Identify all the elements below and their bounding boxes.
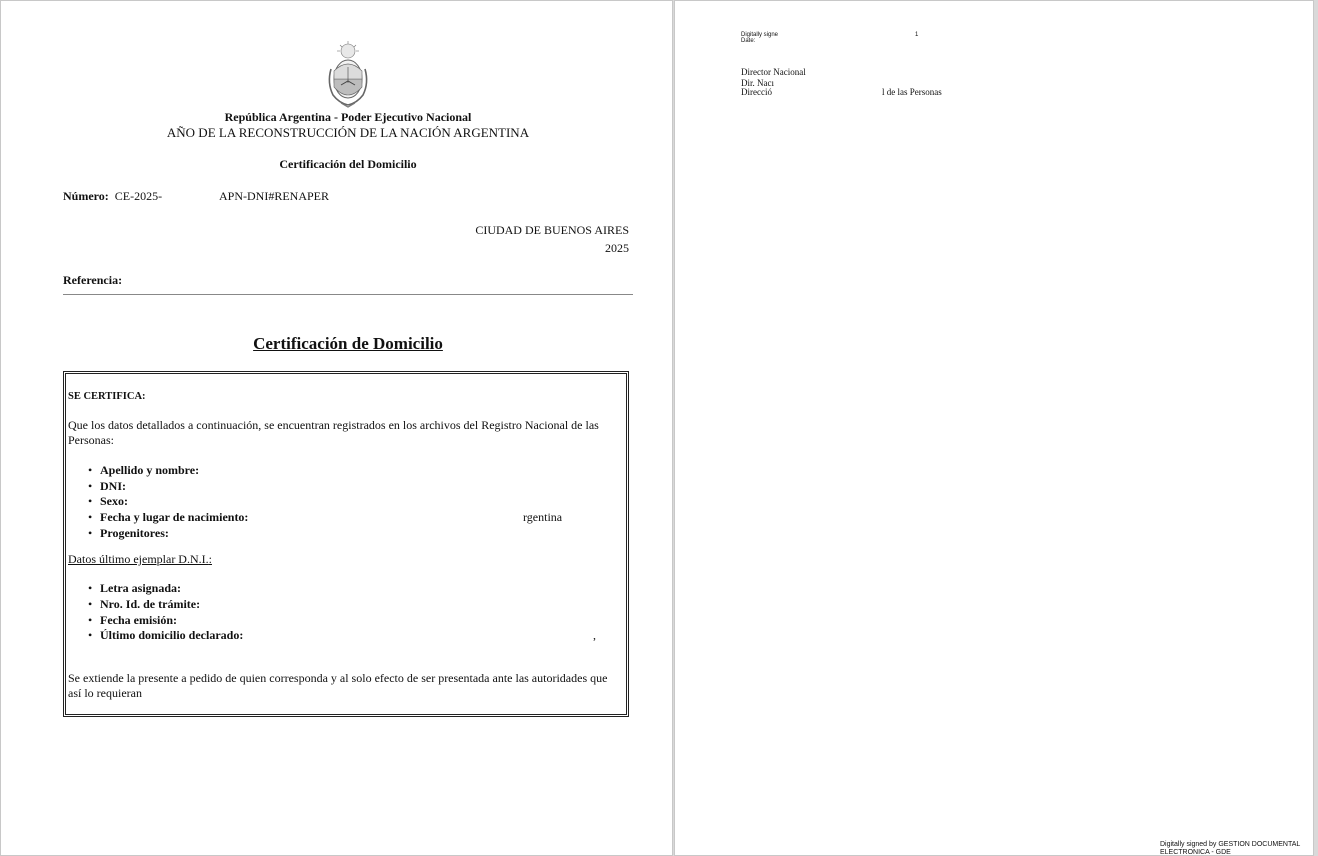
document-number (63, 189, 330, 204)
birthplace-fragment: rgentina (523, 510, 563, 524)
footer-digital-signature-line2: ELECTRONICA - GDE (1160, 849, 1231, 856)
signer-title-line1: Director Nacional (741, 67, 806, 77)
field-label: Último domicilio declarado: (100, 628, 244, 642)
document-number-value: CE-2025- (114, 189, 163, 203)
signer-title-line3-start: Direcció (741, 87, 772, 97)
signer-title-line3-end: l de las Personas (882, 87, 942, 97)
document-page-2 (674, 0, 1314, 856)
dni-section-label: Datos último ejemplar D.N.I. (68, 552, 209, 566)
signer-title-line2: Dir. Nacı (741, 78, 774, 88)
signature-stamp-line1: Digitally signe (741, 32, 779, 38)
signature-stamp-mark: 1 (915, 32, 919, 38)
certificate-box: SE CERTIFICA: Que los datos detallados a continuación, se encuentran registrados en los archivos del Registro Nacional de las Personas: • Apellido y nombre: • DNI: • Sexo: • Fecha y lugar de nacimiento: • Progenitores: rgentina Datos último ejemplar D.N.I.: • Letra asignada: • Nro. Id. de trámite: • Fecha emisión: • Último domicilio declarado: , Se extiende la presente a pedido de quien corresponda y al solo efecto de ser presentada ante las autoridades que así lo requieran (63, 371, 629, 717)
header-year-motto: AÑO DE LA RECONSTRUCCIÓN DE LA NACIÓN ARGENTINA (166, 125, 530, 140)
field-label: Progenitores: (100, 526, 169, 540)
field-label: Fecha y lugar de nacimiento: (100, 510, 249, 524)
dni-section-colon: : (208, 552, 212, 566)
reference-label: Referencia: (63, 273, 123, 287)
reference-divider (63, 294, 633, 295)
argentina-coat-of-arms-icon (323, 41, 373, 109)
document-location: CIUDAD DE BUENOS AIRES (475, 223, 629, 237)
footer-digital-signature-line1: Digitally signed by GESTION DOCUMENTAL (1160, 841, 1301, 848)
dni-section-heading (68, 552, 212, 567)
document-type: Certificación del Domicilio (279, 157, 417, 171)
signature-stamp-line2: Date: (741, 38, 756, 44)
certificate-closing-text: Se extiende la presente a pedido de quien corresponda y al solo efecto de ser presentada ante las autoridades que así lo requieran (68, 671, 608, 700)
document-number-suffix: APN-DNI#RENAPER (219, 189, 330, 203)
certificate-intro-text: Que los datos detallados a continuación, se encuentran registrados en los archivos del Registro Nacional de las Personas: (68, 418, 599, 447)
field-label: Sexo: (100, 494, 128, 508)
header-government: República Argentina - Poder Ejecutivo Nacional (224, 110, 472, 124)
field-label: Apellido y nombre: (100, 463, 200, 477)
document-number-label: Número: (63, 189, 109, 203)
field-label: Letra asignada: (100, 581, 181, 595)
field-label: Fecha emisión: (100, 613, 177, 627)
address-fragment: , (593, 628, 596, 642)
field-label: Nro. Id. de trámite: (100, 597, 201, 611)
document-year: 2025 (605, 241, 629, 255)
certificate-title: Certificación de Domicilio (253, 334, 443, 353)
se-certifica-heading: SE CERTIFICA: (68, 391, 146, 402)
field-label: DNI: (100, 479, 126, 493)
